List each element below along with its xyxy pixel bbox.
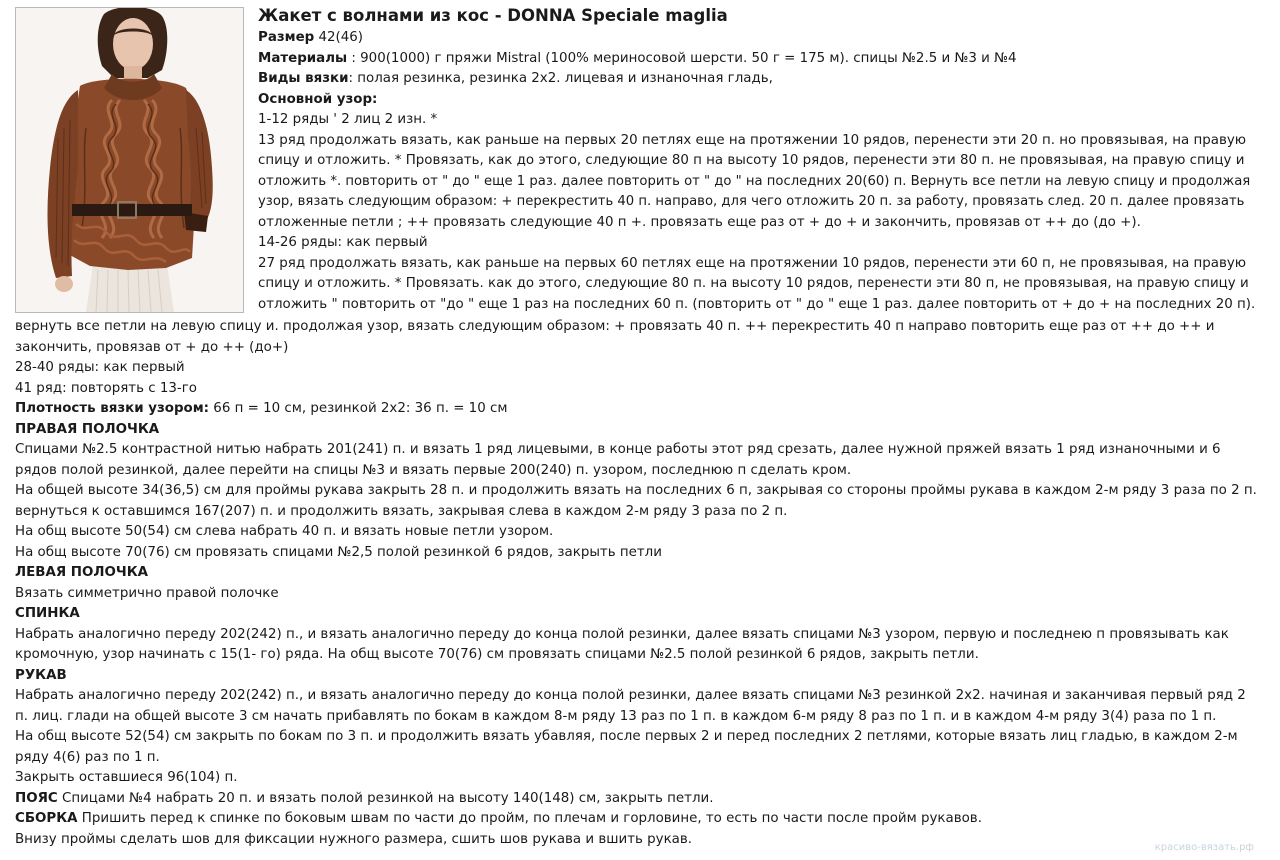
pattern-line: узор, вязать следующим образом: + перекрестить 40 п. направо, для чего отложить 20 п. за работу, провязать след. 20 п. далее провязать [258, 194, 1245, 209]
pattern-line: 14-26 ряды: как первый [258, 235, 428, 250]
left-front-heading: ЛЕВАЯ ПОЛОЧКА [15, 565, 149, 580]
size-line [258, 28, 1258, 49]
right-front-line: рядов полой резинкой, далее перейти на спицы №3 и вязать первые 200(240) п. узором, последнюю п сделать кром. [15, 462, 852, 478]
continuation-line: 41 ряд: повторять с 13-го [15, 380, 197, 396]
pattern-line: 13 ряд продолжать вязать, как раньше на первых 20 петлях еще на протяжении 10 рядов, перенести эти 20 п. но провязывая, на правую [258, 132, 1247, 148]
back-heading: СПИНКА [15, 606, 80, 621]
types-label: Виды вязки [258, 71, 349, 86]
back-line: кромочную, узор начинать с 15(1- го) ряда. На общ высоте 70(76) см провязать спицами №2.5 полой резинкой 6 рядов, закрыть петли. [15, 647, 979, 662]
right-front-line: На общей высоте 34(36,5) см для проймы рукава закрыть 28 п. и продолжить вязать на последних 6 п, закрывая со стороны проймы рукава в каждом 2-м ряду 3 раза по 2 п. [15, 483, 1257, 498]
pattern-line: 27 ряд продолжать вязать, как раньше на первых 60 петлях еще на протяжении 10 рядов, перенести эти 60 п, не провязывая, на правую [258, 255, 1247, 271]
materials-label: Материалы [258, 50, 348, 66]
density-line [15, 399, 1265, 420]
right-front-line: Спицами №2.5 контрастной нитью набрать 201(241) п. и вязать 1 ряд лицевыми, в конце работы этот ряд срезать, далее нужной пряжей вязать 1 ряд изнаночными и 6 [15, 442, 1221, 457]
pattern-heading: Основной узор: [258, 91, 378, 107]
back-line: Набрать аналогично переду 202(242) п., и вязать аналогично переду до конца полой резинки, далее вязать спицами №3 узором, первую и последнею п провязывать как [15, 626, 1229, 642]
knit-cardigan-model-photo-icon [16, 8, 243, 312]
continuation-line: закончить, провязав от + до ++ (до+) [15, 339, 289, 355]
sleeve-line: На общ высоте 52(54) см закрыть по бокам по 3 п. и продолжить вязать убавляя, после первых 2 и перед последних 2 петлями, которые вязать лиц гладью, в каждом 2-м [15, 729, 1238, 744]
materials-line [258, 49, 1258, 70]
belt-line [15, 789, 1265, 810]
types-line [258, 69, 1258, 90]
types-value: : полая резинка, резинка 2х2. лицевая и изнаночная гладь, [348, 71, 773, 86]
density-label: Плотность вязки узором: [15, 401, 210, 416]
assembly-value: Пришить перед к спинке по боковым швам по части до пройм, по плечам и горловине, то есть по части после пройм рукавов. [77, 811, 982, 826]
size-label: Размер [258, 30, 315, 45]
pattern-header-section [258, 28, 1258, 315]
density-value: 66 п = 10 см, резинкой 2х2: 36 п. = 10 см [209, 401, 508, 416]
watermark: красиво-вязать.рф [1154, 842, 1254, 853]
left-front-line: Вязать симметрично правой полочке [15, 585, 279, 601]
sleeve-heading: РУКАВ [15, 667, 67, 683]
assembly-label: СБОРКА [15, 811, 78, 826]
face [113, 18, 153, 70]
right-front-line: На общ высоте 50(54) см слева набрать 40 п. и вязать новые петли узором. [15, 524, 554, 539]
sleeve-line: Закрыть оставшиеся 96(104) п. [15, 770, 238, 785]
pattern-line: отложить *. повторить от " до " еще 1 раз. далее повторить от " до " на последних 20(60) п. Вернуть все петли на левую спицу и продолжая [258, 173, 1251, 189]
neck [124, 66, 142, 80]
right-front-line: На общ высоте 70(76) см провязать спицами №2,5 полой резинкой 6 рядов, закрыть петли [15, 544, 662, 560]
sleeve-line: ряду 4(6) раз по 1 п. [15, 749, 160, 765]
size-value: 42(46) [314, 30, 364, 45]
pattern-line: 1-12 ряды ' 2 лиц 2 изн. * [258, 112, 438, 127]
cardigan-body [68, 79, 200, 270]
left-hand [55, 276, 73, 292]
pattern-line: спицу и отложить. * Провязать. как до этого, следующие 80 п. на высоту 10 рядов, перенести эти 80 п, не провязывая, на правую спицу и [258, 276, 1249, 291]
belt [72, 204, 192, 216]
cardigan-photo [15, 7, 244, 313]
right-front-line: вернуться к оставшимся 167(207) п. и продолжить вязать, закрывая слева в каждом 2-м ряду 3 раза по 2 п. [15, 503, 788, 519]
continuation-line: 28-40 ряды: как первый [15, 360, 185, 375]
belt-label: ПОЯС [15, 790, 58, 806]
pattern-line: отложенные петли ; ++ провязать следующие 40 п +. провязать еще раз от + до + и закончить, провязав от ++ до (до +). [258, 214, 1141, 230]
instructions-section [15, 317, 1265, 850]
assembly-line-2: Внизу проймы сделать шов для фиксации нужного размера, сшить шов рукава и вшить рукав. [15, 831, 693, 847]
pattern-line: отложить " повторить от "до " еще 1 раз на последних 60 п. (повторить от " до " еще 1 раз. далее повторить от + до + на последних 20 п). [258, 296, 1256, 312]
continuation-line: вернуть все петли на левую спицу и. продолжая узор, вязать следующим образом: + провязать 40 п. ++ перекрестить 40 п направо повторить еще раз от ++ до ++ и [15, 319, 1215, 334]
right-front-heading: ПРАВАЯ ПОЛОЧКА [15, 421, 160, 437]
pattern-line: спицу и отложить. * Провязать, как до этого, следующие 80 п на высоту 10 рядов, перенести эти 80 п. не провязывая, на правую спицу и [258, 153, 1245, 168]
assembly-line [15, 809, 1265, 830]
belt-value: Спицами №4 набрать 20 п. и вязать полой резинкой на высоту 140(148) см, закрыть петли. [57, 790, 714, 806]
sleeve-line: Набрать аналогично переду 202(242) п., и вязать аналогично переду до конца полой резинки, далее вязать спицами №3 резинкой 2х2. начиная и заканчивая первый ряд 2 [15, 688, 1246, 703]
page-title: Жакет с волнами из кос - DONNA Speciale maglia [258, 6, 728, 25]
materials-value: : 900(1000) г пряжи Mistral (100% мериносовой шерсти. 50 г = 175 м). спицы №2.5 и №3 и №4 [347, 50, 1017, 66]
sleeve-line: п. лиц. глади на общей высоте 3 см начать прибавлять по бокам в каждом 8-м ряду 13 раз по 1 п. в каждом 6-м ряду 8 раз по 1 п. и в каждом 4-м ряду 3(4) раза по 1 п. [15, 708, 1217, 724]
